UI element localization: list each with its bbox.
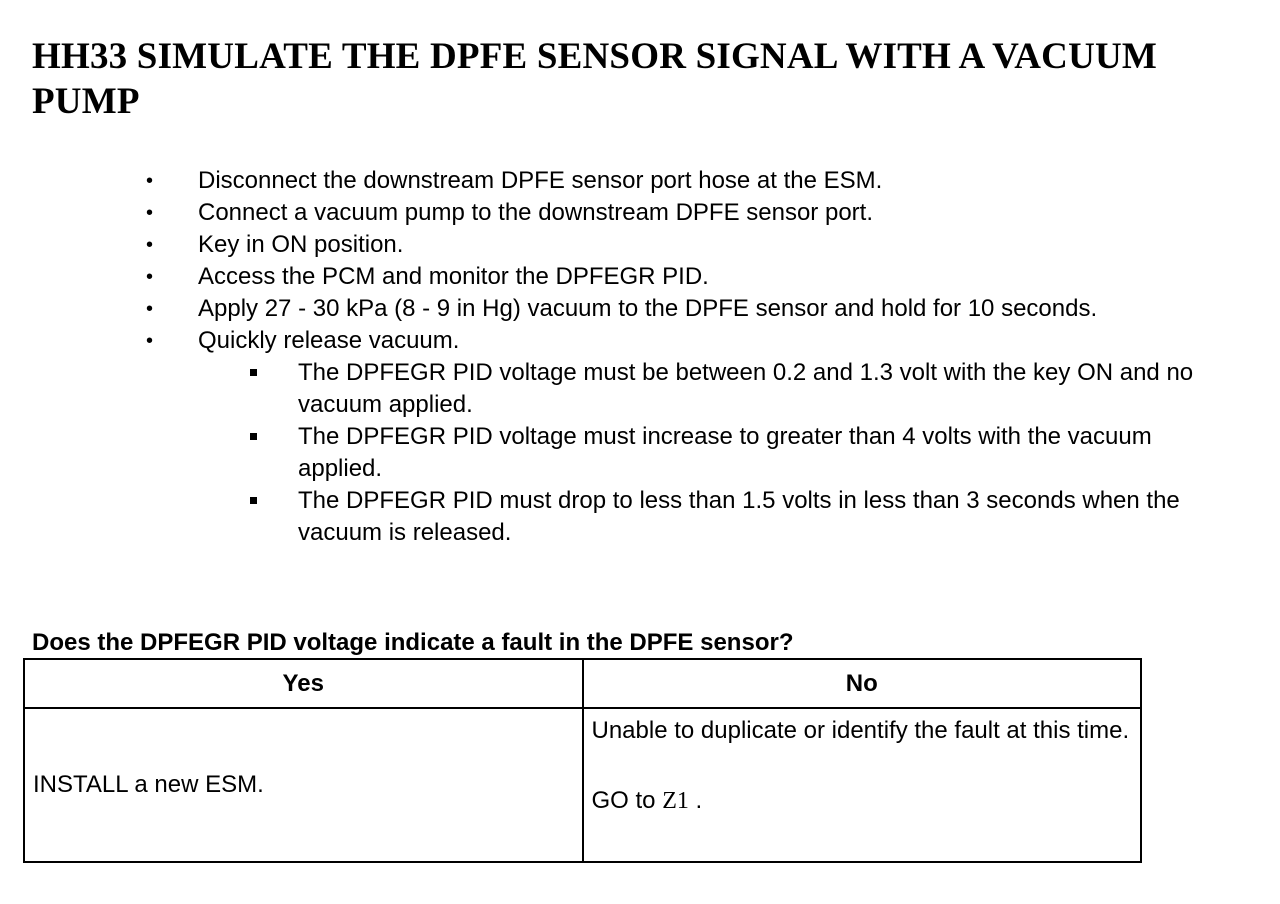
bullet-icon: • [146, 330, 154, 352]
substep-item [298, 421, 1198, 485]
step-text: Connect a vacuum pump to the downstream DPFE sensor port. [198, 199, 873, 226]
page-title: HH33 SIMULATE THE DPFE SENSOR SIGNAL WITH A VACUUM PUMP [32, 36, 1158, 122]
step-text: Disconnect the downstream DPFE sensor port hose at the ESM. [198, 167, 883, 194]
step-item [0, 293, 1138, 325]
bullet-icon: • [146, 298, 154, 320]
bullet-icon: • [146, 266, 154, 288]
substep-text: The DPFEGR PID must drop to less than 1.5 volts in less than 3 seconds when the vacuum is released. [298, 487, 1180, 546]
bullet-icon: • [146, 170, 154, 192]
procedure-steps [0, 165, 1280, 549]
step-item [0, 165, 1138, 197]
step-item [0, 229, 1138, 261]
step-text: Key in ON position. [198, 231, 404, 258]
no-cell-spacer [592, 747, 1133, 785]
square-bullet-icon [250, 369, 257, 376]
bullet-icon: • [146, 202, 154, 224]
no-text: Unable to duplicate or identify the fault at this time. [591, 717, 1130, 744]
step-text: Apply 27 - 30 kPa (8 - 9 in Hg) vacuum to the DPFE sensor and hold for 10 seconds. [198, 295, 1098, 322]
substep-text: The DPFEGR PID voltage must be between 0.2 and 1.3 volt with the key ON and no vacuum applied. [298, 359, 1194, 418]
substep-list [198, 357, 1194, 549]
yes-cell: INSTALL a new ESM. [24, 708, 583, 862]
square-bullet-icon [250, 433, 257, 440]
step-item [0, 325, 1194, 549]
substep-text: The DPFEGR PID voltage must increase to greater than 4 volts with the vacuum applied. [298, 423, 1152, 482]
step-text: Quickly release vacuum. [198, 327, 460, 354]
substep-item [298, 357, 1198, 421]
no-cell [583, 708, 1142, 862]
decision-body-row [24, 708, 1141, 862]
step-item [0, 197, 1138, 229]
step-text: Access the PCM and monitor the DPFEGR PID. [198, 263, 709, 290]
goto-prefix: GO to [591, 787, 663, 814]
yes-header: Yes [24, 659, 583, 708]
step-item [0, 261, 1138, 293]
decision-question: Does the DPFEGR PID voltage indicate a fault in the DPFE sensor? [32, 629, 794, 656]
goto-suffix: . [688, 787, 703, 814]
bullet-icon: • [146, 234, 154, 256]
goto-line [592, 785, 1133, 817]
no-header: No [583, 659, 1142, 708]
goto-z1-link[interactable]: Z1 [662, 788, 689, 814]
square-bullet-icon [250, 497, 257, 504]
substep-item [298, 485, 1198, 549]
decision-table [23, 658, 1142, 863]
decision-header-row [24, 659, 1141, 708]
